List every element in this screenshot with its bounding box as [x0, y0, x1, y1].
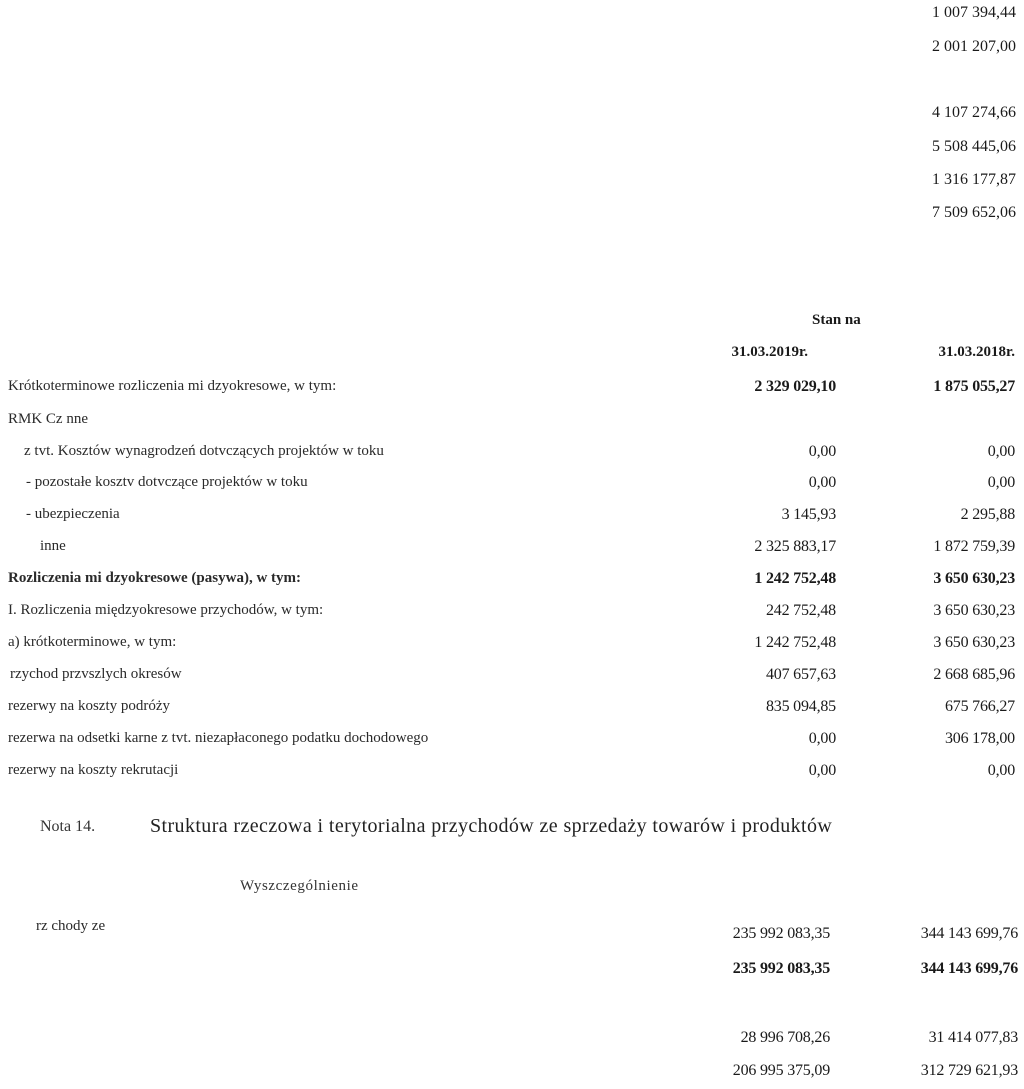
- revenue-value-2018: 312 729 621,93: [920, 1062, 1018, 1079]
- stan-na-header: Stan na: [812, 312, 861, 328]
- row-value-2018: 0,00: [987, 443, 1015, 460]
- row-value-2018: 1 875 055,27: [933, 378, 1015, 395]
- row-value-2019: 407 657,63: [765, 666, 836, 683]
- row-value-2019: 1 242 752,48: [754, 570, 836, 587]
- row-label: rezerwa na odsetki karne z tvt. niezapłaconego podatku dochodowego: [8, 730, 429, 746]
- top-value: 4 107 274,66: [932, 104, 1016, 121]
- revenue-value-2019: 206 995 375,09: [732, 1062, 830, 1079]
- row-label: a) krótkoterminowe, w tym:: [8, 634, 177, 650]
- revenue-value-2018: 31 414 077,83: [928, 1029, 1018, 1046]
- row-value-2018: 0,00: [987, 762, 1015, 779]
- row-label: - ubezpieczenia: [26, 506, 120, 522]
- row-label: RMK Cz nne: [8, 411, 88, 427]
- row-value-2019: 242 752,48: [765, 602, 836, 619]
- col-2019-header: 31.03.2019r.: [731, 344, 808, 360]
- top-value: 1 007 394,44: [932, 4, 1016, 21]
- revenue-value-2019: 235 992 083,35: [732, 925, 830, 942]
- row-value-2018: 2 668 685,96: [933, 666, 1015, 683]
- revenue-value-2018: 344 143 699,76: [920, 925, 1018, 942]
- row-value-2018: 675 766,27: [944, 698, 1015, 715]
- row-value-2018: 0,00: [987, 474, 1015, 491]
- top-value: 5 508 445,06: [932, 138, 1016, 155]
- top-value: 7 509 652,06: [932, 204, 1016, 221]
- row-value-2019: 0,00: [808, 762, 836, 779]
- row-label: - pozostałe kosztv dotvczące projektów w toku: [26, 474, 308, 490]
- row-label: rzychod przvszlych okresów: [10, 666, 182, 682]
- row-value-2018: 3 650 630,23: [933, 570, 1015, 587]
- row-label: Rozliczenia mi dzyokresowe (pasywa), w tym:: [8, 570, 302, 586]
- top-value: 1 316 177,87: [932, 171, 1016, 188]
- row-label: Krótkoterminowe rozliczenia mi dzyokresowe, w tym:: [8, 378, 337, 394]
- row-value-2019: 2 329 029,10: [754, 378, 836, 395]
- row-label: z tvt. Kosztów wynagrodzeń dotvczących projektów w toku: [24, 443, 384, 459]
- row-value-2018: 1 872 759,39: [933, 538, 1015, 555]
- row-value-2019: 835 094,85: [765, 698, 836, 715]
- revenue-value-2019: 28 996 708,26: [740, 1029, 830, 1046]
- revenue-value-2019: 235 992 083,35: [732, 960, 830, 977]
- note-title: Struktura rzeczowa i terytorialna przychodów ze sprzedaży towarów i produktów: [150, 815, 833, 837]
- row-value-2018: 3 650 630,23: [933, 602, 1015, 619]
- top-value: 2 001 207,00: [932, 38, 1016, 55]
- row-label: I. Rozliczenia międzyokresowe przychodów, w tym:: [8, 602, 324, 618]
- row-label: rezerwy na koszty rekrutacji: [8, 762, 179, 778]
- row-value-2019: 0,00: [808, 730, 836, 747]
- revenue-value-2018: 344 143 699,76: [920, 960, 1018, 977]
- note-number: Nota 14.: [40, 818, 96, 835]
- column-header: Wyszczególnienie: [240, 878, 359, 894]
- row-value-2019: 0,00: [808, 474, 836, 491]
- row-value-2019: 3 145,93: [781, 506, 836, 523]
- row-value-2018: 2 295,88: [960, 506, 1015, 523]
- row-label: rezerwy na koszty podróży: [8, 698, 171, 714]
- col-2018-header: 31.03.2018r.: [938, 344, 1015, 360]
- row-value-2018: 306 178,00: [944, 730, 1015, 747]
- revenue-row-label: rz chody ze: [36, 918, 106, 934]
- row-value-2018: 3 650 630,23: [933, 634, 1015, 651]
- row-label: inne: [40, 538, 66, 554]
- row-value-2019: 2 325 883,17: [754, 538, 836, 555]
- row-value-2019: 1 242 752,48: [754, 634, 836, 651]
- row-value-2019: 0,00: [808, 443, 836, 460]
